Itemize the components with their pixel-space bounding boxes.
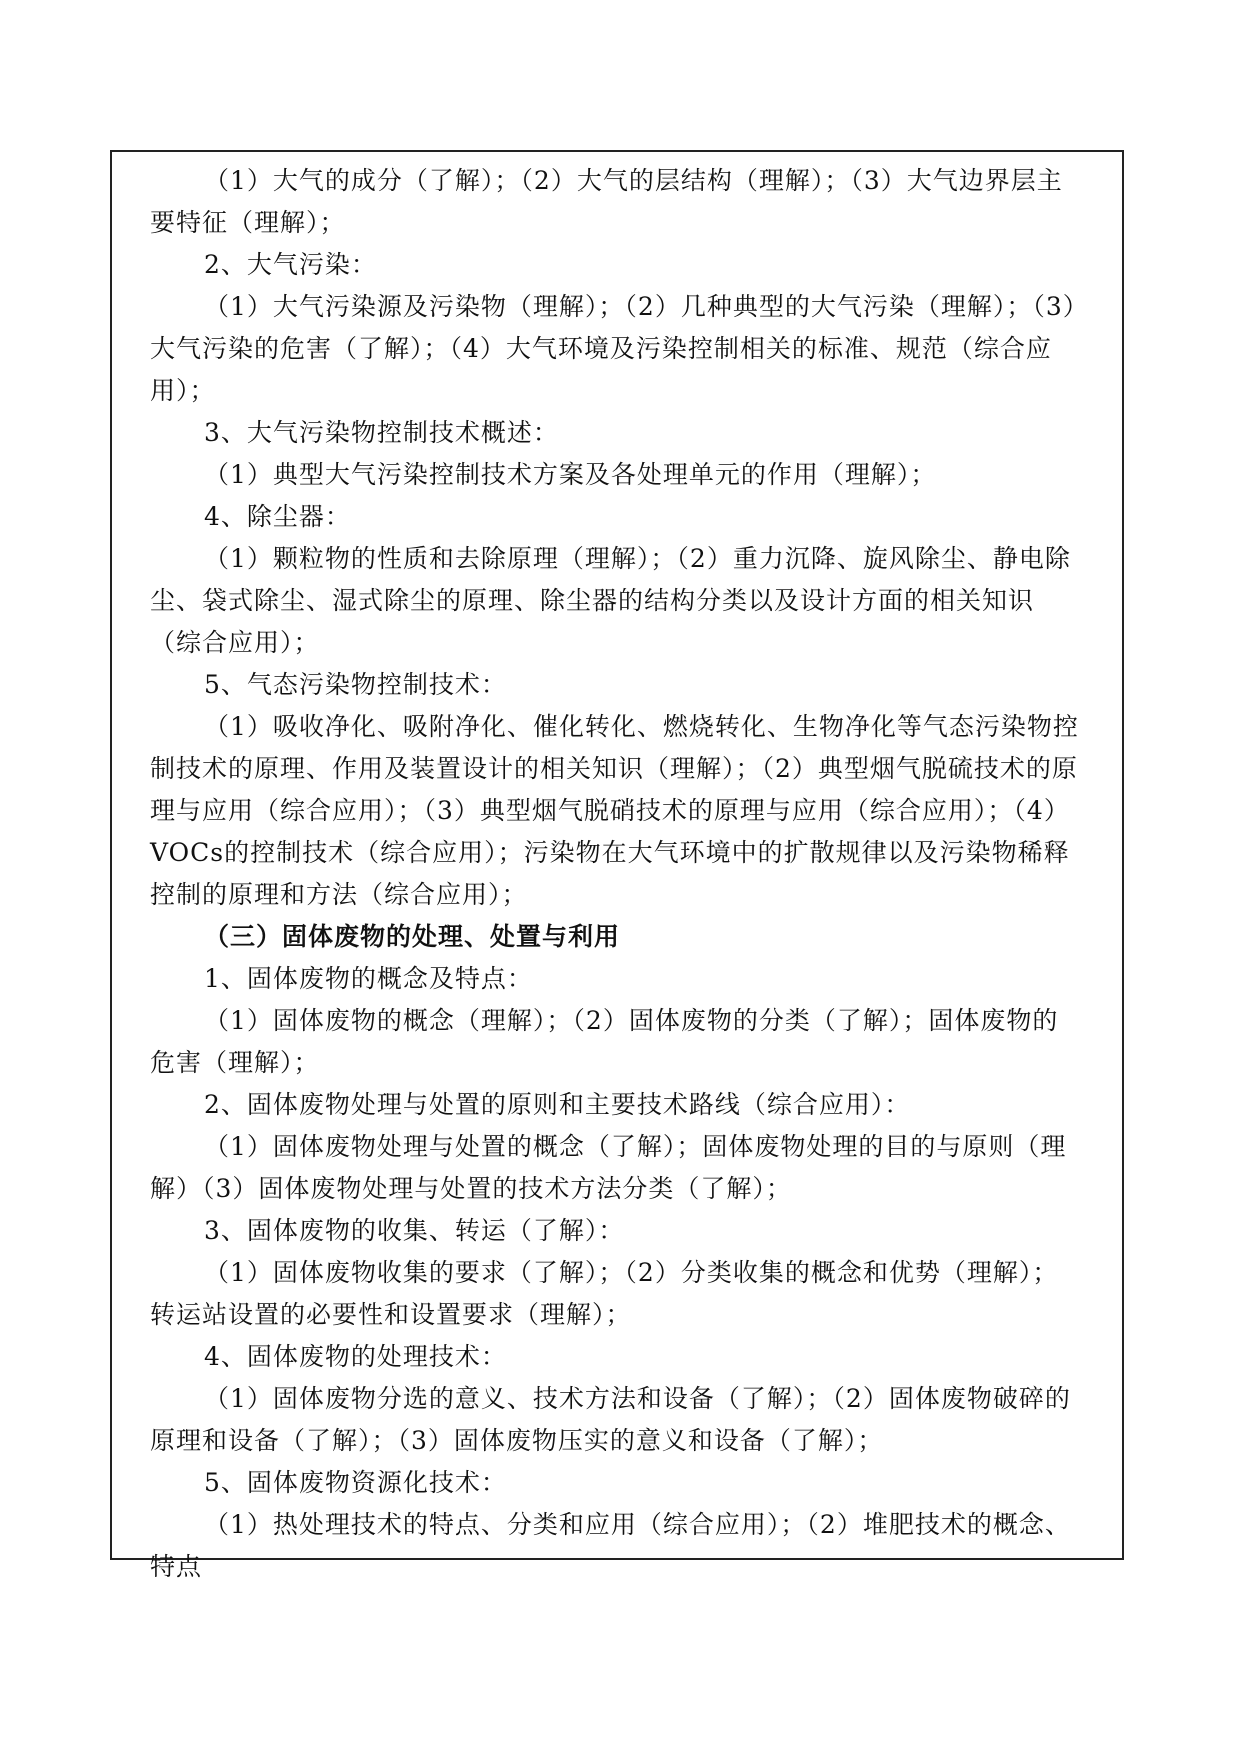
paragraph: （1）固体废物收集的要求（了解）；（2）分类收集的概念和优势（理解）；转运站设置的必要性和设置要求（理解）； [150,1258,1059,1329]
subheading: 5、气态污染物控制技术： [204,670,507,699]
paragraph: （1）热处理技术的特点、分类和应用（综合应用）；（2）堆肥技术的概念、特点 [150,1510,1071,1581]
section-heading: （三）固体废物的处理、处置与利用 [204,922,621,951]
paragraph: （1）固体废物的概念（理解）；（2）固体废物的分类（了解）；固体废物的危害（理解）； [150,1006,1059,1077]
subheading: 1、固体废物的概念及特点： [204,964,533,993]
paragraph: （1）颗粒物的性质和去除原理（理解）；（2）重力沉降、旋风除尘、静电除尘、袋式除尘、湿式除尘的原理、除尘器的结构分类以及设计方面的相关知识（综合应用）； [150,544,1071,657]
paragraph: （1）固体废物分选的意义、技术方法和设备（了解）；（2）固体废物破碎的原理和设备（了解）；（3）固体废物压实的意义和设备（了解）； [150,1384,1071,1455]
subheading: 4、固体废物的处理技术： [204,1342,507,1371]
subheading: 5、固体废物资源化技术： [204,1468,507,1497]
paragraph: （1）大气污染源及污染物（理解）；（2）几种典型的大气污染（理解）；（3）大气污染的危害（了解）；（4）大气环境及污染控制相关的标准、规范（综合应用）； [150,292,1077,405]
subheading: 4、除尘器： [204,502,351,531]
paragraph: （1）吸收净化、吸附净化、催化转化、燃烧转化、生物净化等气态污染物控制技术的原理、作用及装置设计的相关知识（理解）；（2）典型烟气脱硫技术的原理与应用（综合应用）；（3）典型烟气脱硝技术的原理与应用（综合应用）；（4）VOCs的控制技术（综合应用）；污染物在大气环境中的扩散规律以及污染物稀释控制的原理和方法（综合应用）； [150,712,1079,909]
subheading: 3、大气污染物控制技术概述： [204,418,559,447]
subheading: 2、大气污染： [204,250,377,279]
paragraph: （1）大气的成分（了解）；（2）大气的层结构（理解）；（3）大气边界层主要特征（理解）； [150,166,1063,237]
paragraph: （1）固体废物处理与处置的概念（了解）；固体废物处理的目的与原则（理解）（3）固体废物处理与处置的技术方法分类（了解）； [150,1132,1067,1203]
subheading: 2、固体废物处理与处置的原则和主要技术路线（综合应用）： [204,1090,911,1119]
document-body [150,160,1080,1588]
paragraph: （1）典型大气污染控制技术方案及各处理单元的作用（理解）； [204,460,937,489]
subheading: 3、固体废物的收集、转运（了解）： [204,1216,625,1245]
